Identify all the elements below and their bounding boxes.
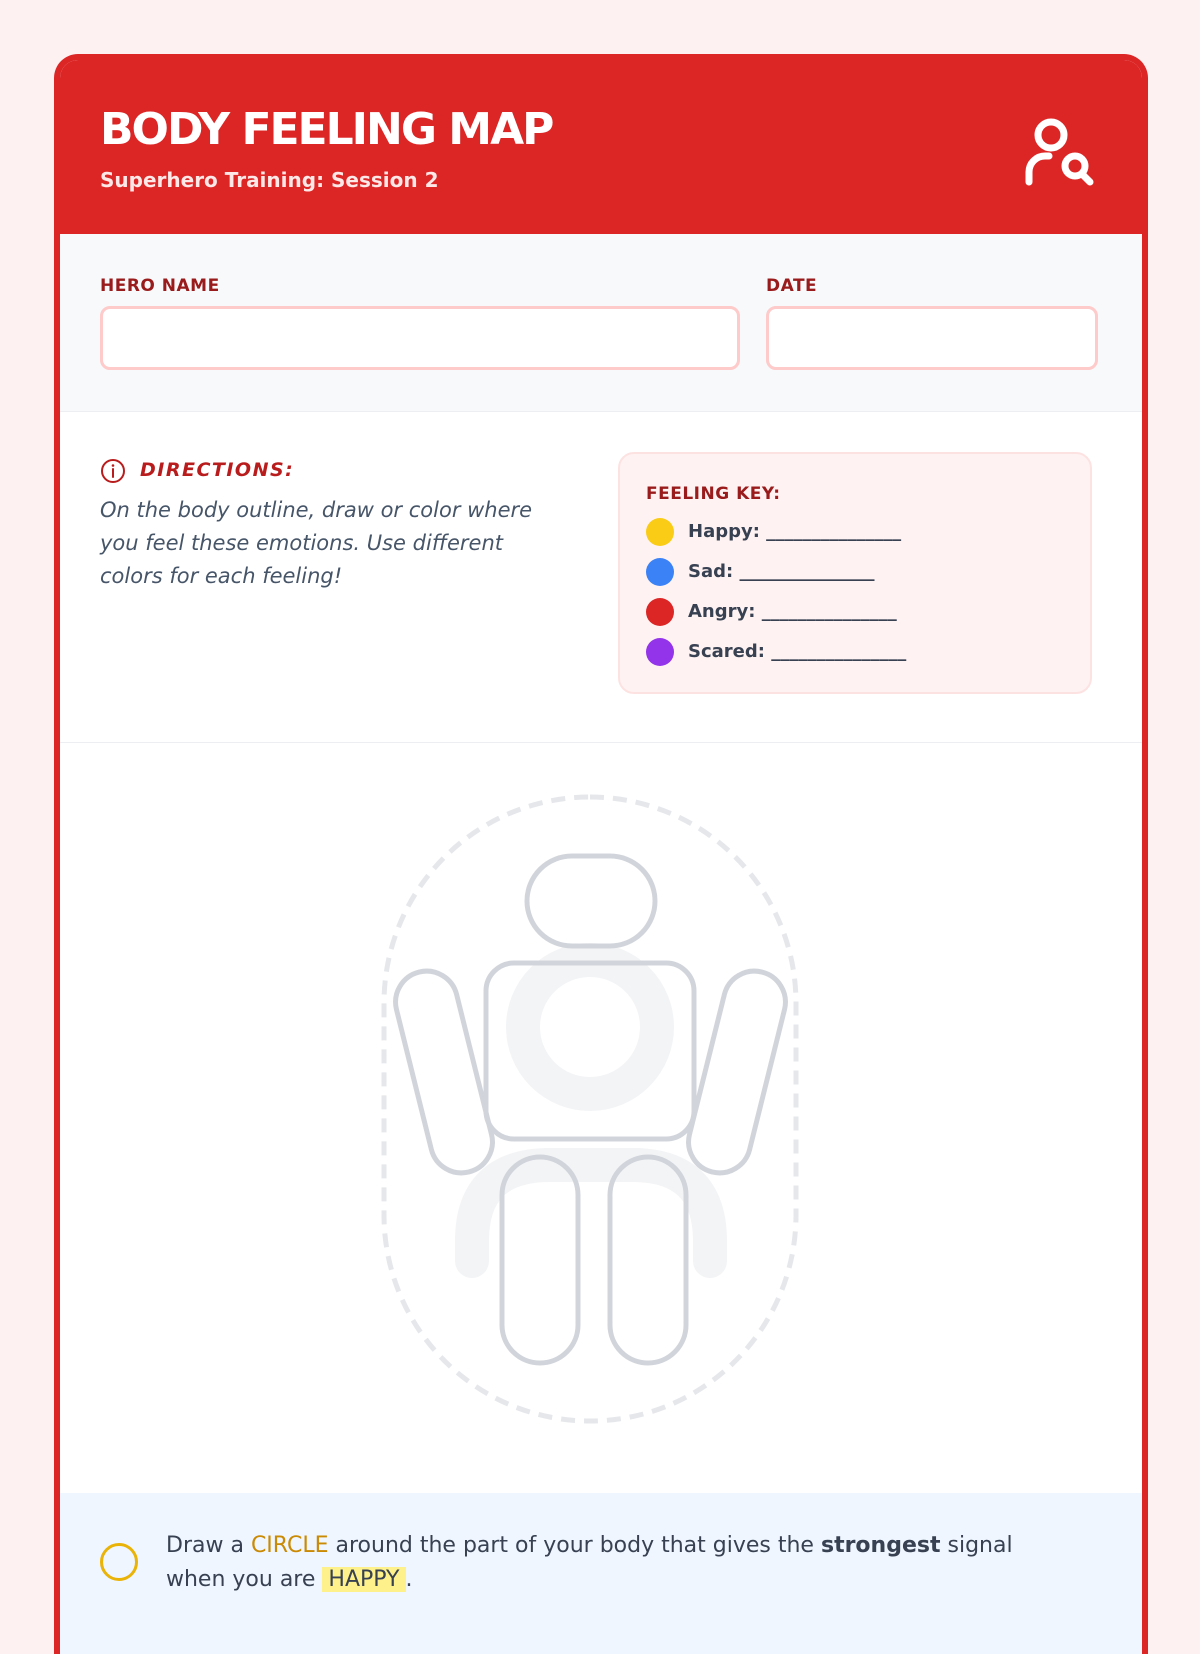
- worksheet: [54, 54, 1148, 1654]
- happy-key-label: Happy: _______________: [688, 521, 902, 542]
- header: [60, 60, 1142, 234]
- hero-name-label: HERO NAME: [100, 276, 220, 296]
- feeling-key: [618, 452, 1092, 694]
- head-outline: [527, 856, 655, 946]
- right-arm-outline: [682, 965, 792, 1180]
- prompt-part-2: around the part of your body that gives the: [328, 1533, 821, 1558]
- sad-key-label: Sad: _______________: [688, 561, 875, 582]
- sad-color-dot: [646, 558, 674, 586]
- feeling-key-title: FEELING KEY:: [646, 484, 781, 504]
- body-outline-drawing-area[interactable]: [60, 743, 1142, 1503]
- left-arm-outline: [389, 965, 499, 1180]
- info-fields: [60, 234, 1142, 412]
- user-search-icon: [1024, 114, 1098, 188]
- circle-icon: [100, 1543, 138, 1581]
- page-title: BODY FEELING MAP: [100, 104, 553, 155]
- happy-color-dot: [646, 518, 674, 546]
- prompt-part-3: signal when you are: [166, 1533, 1013, 1592]
- prompt-part-4: .: [405, 1567, 413, 1592]
- angry-color-dot: [646, 598, 674, 626]
- chest-highlight: [523, 960, 657, 1094]
- date-label: DATE: [766, 276, 818, 296]
- scared-color-dot: [646, 638, 674, 666]
- prompt-happy-word: HAPPY: [322, 1567, 405, 1592]
- info-icon: [100, 458, 126, 484]
- scared-key-label: Scared: _______________: [688, 641, 907, 662]
- date-input[interactable]: [766, 306, 1098, 370]
- page-subtitle: Superhero Training: Session 2: [100, 168, 439, 192]
- prompt-strong-word: strongest: [820, 1533, 941, 1558]
- angry-key-label: Angry: _______________: [688, 601, 897, 622]
- hero-name-input[interactable]: [100, 306, 740, 370]
- prompt-circle-word: CIRCLE: [250, 1533, 329, 1558]
- prompt-box: [60, 1493, 1142, 1654]
- prompt-part-1: Draw a: [166, 1533, 251, 1558]
- prompt-text: [166, 1529, 1066, 1597]
- directions-text: On the body outline, draw or color where you feel these emotions. Use different colors for each feeling!: [100, 498, 533, 588]
- directions-label: DIRECTIONS:: [140, 459, 295, 481]
